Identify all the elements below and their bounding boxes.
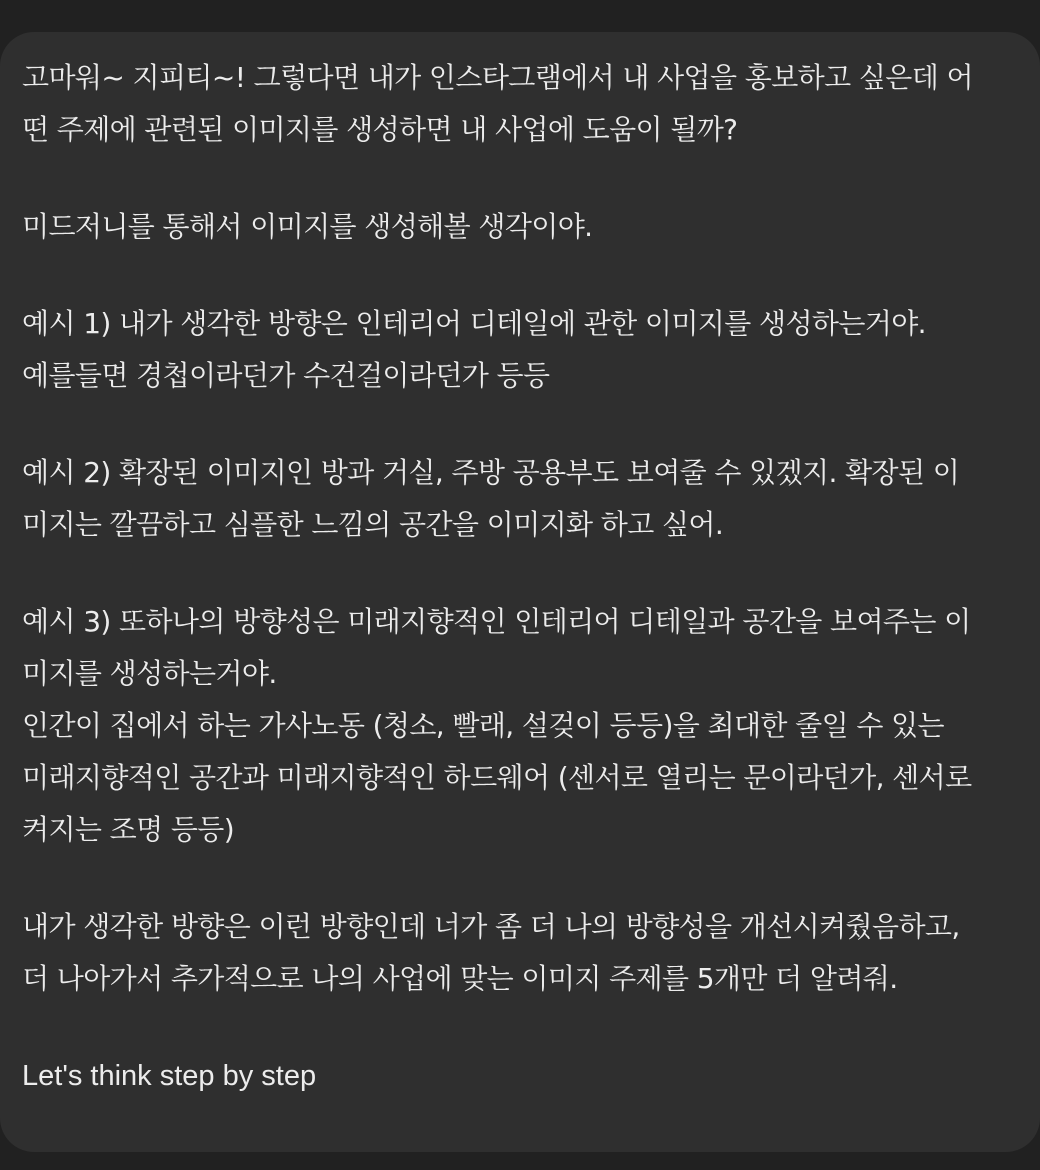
message-line: 떤 주제에 관련된 이미지를 생성하면 내 사업에 도움이 될까?: [22, 113, 738, 146]
message-paragraph-5: [22, 596, 1016, 856]
message-paragraph-3: [22, 298, 1016, 402]
message-line: 미드저니를 통해서 이미지를 생성해볼 생각이야.: [22, 210, 593, 243]
message-line: 예를들면 경첩이라던가 수건걸이라던가 등등: [22, 359, 550, 392]
message-line: 미지를 생성하는거야.: [22, 657, 277, 690]
message-paragraph-2: [22, 201, 1016, 253]
message-line: 예시 1) 내가 생각한 방향은 인테리어 디테일에 관한 이미지를 생성하는거야.: [22, 307, 926, 340]
message-line: 예시 2) 확장된 이미지인 방과 거실, 주방 공용부도 보여줄 수 있겠지. 확장된 이: [22, 456, 960, 489]
message-line: 켜지는 조명 등등): [22, 813, 235, 846]
message-line: Let's think step by step: [22, 1060, 317, 1092]
message-line: 미래지향적인 공간과 미래지향적인 하드웨어 (센서로 열리는 문이라던가, 센서로: [22, 761, 972, 794]
message-paragraph-4: [22, 447, 1016, 551]
user-message-bubble: [0, 32, 1040, 1152]
message-paragraph-1: [22, 52, 1016, 156]
message-line: 예시 3) 또하나의 방향성은 미래지향적인 인테리어 디테일과 공간을 보여주는 이: [22, 605, 971, 638]
message-line: 미지는 깔끔하고 심플한 느낌의 공간을 이미지화 하고 싶어.: [22, 508, 724, 541]
message-line: 내가 생각한 방향은 이런 방향인데 너가 좀 더 나의 방향성을 개선시켜줬음하고,: [22, 910, 960, 943]
message-paragraph-7: [22, 1050, 1016, 1102]
message-paragraph-6: [22, 901, 1016, 1005]
message-line: 더 나아가서 추가적으로 나의 사업에 맞는 이미지 주제를 5개만 더 알려줘.: [22, 962, 898, 995]
message-line: 인간이 집에서 하는 가사노동 (청소, 빨래, 설겆이 등등)을 최대한 줄일 수 있는: [22, 709, 944, 742]
message-line: 고마워~ 지피티~! 그렇다면 내가 인스타그램에서 내 사업을 홍보하고 싶은데 어: [22, 61, 973, 94]
